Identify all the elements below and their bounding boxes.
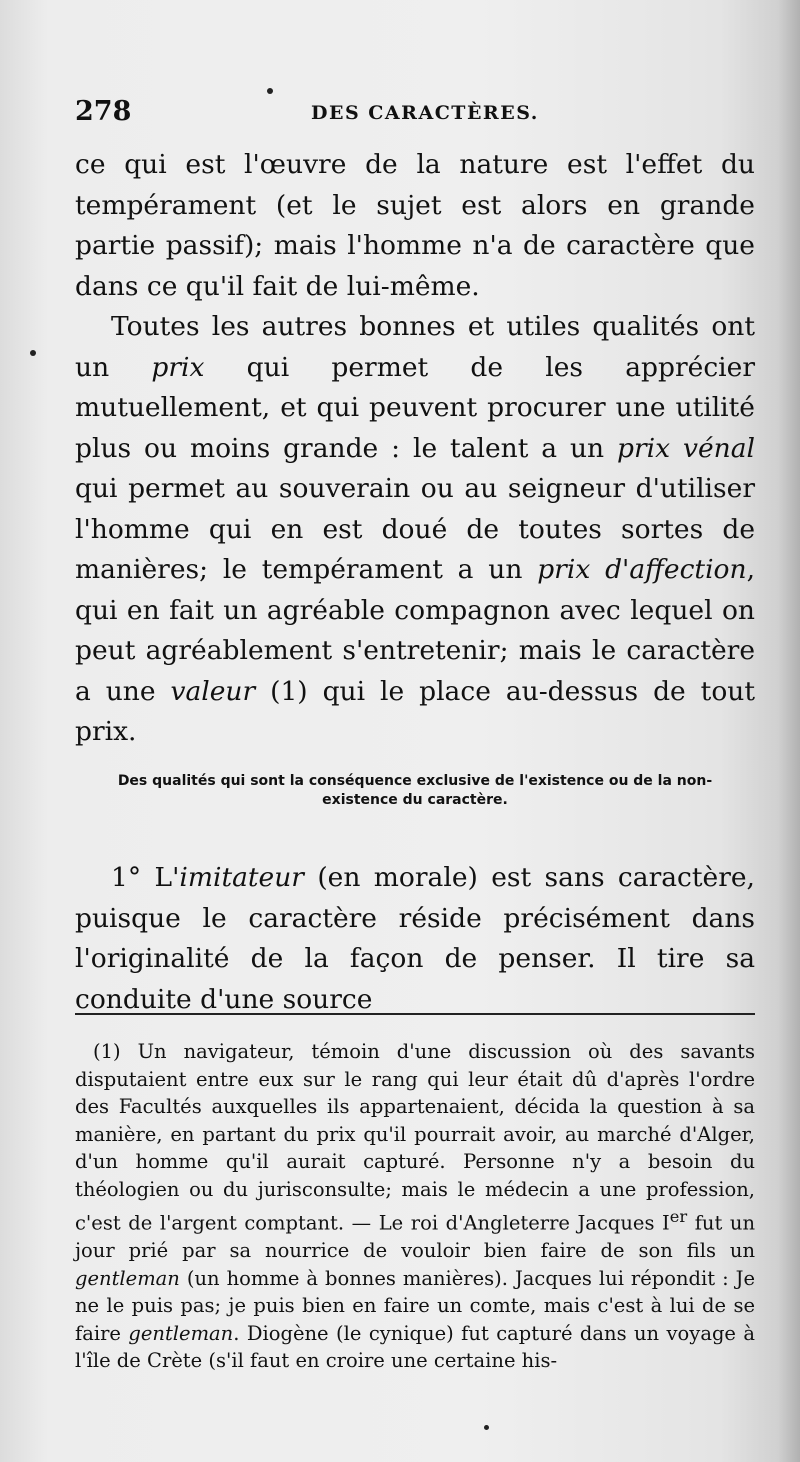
emphasis-gentleman: gentleman [128,1321,234,1345]
paragraph-2-text: (1) qui le place au-dessus de tout prix. [75,675,755,747]
emphasis-prix: prix [151,351,205,383]
main-text-continued [75,858,755,1020]
footnote-paragraph [75,1038,755,1375]
footnote-text: (1) Un navigateur, témoin d'une discussion où des savants disputaient entre eux sur le rang qui leur était dû d'après l'ordre des Facultés auxquelles ils appartenaient, décida la question à sa manière, en partant du prix qu'il pourrait avoir, au marché d'Alger, d'un homme qu'il aurait capturé. Personne n'y a besoin du théologien ou du jurisconsulte; mais le médecin a une profession, c'est de l'argent comptant. — Le roi d'Angleterre Jacques I [75,1040,755,1235]
paragraph-1-text: ce qui est l'œuvre de la nature est l'effet du tempérament (et le sujet est alors en grande partie passif); mais l'homme n'a de caractère que dans ce qu'il fait de lui-même. [75,149,755,302]
emphasis-imitateur: imitateur [179,862,304,893]
page-edge-shadow [778,0,800,1462]
paragraph-1 [75,145,755,307]
paragraph-3 [75,858,755,1020]
main-text [75,145,755,753]
emphasis-prix-affection: prix d'affection [537,554,747,585]
ink-speck [484,1425,489,1430]
emphasis-valeur: valeur [170,675,256,707]
footnote-divider [75,1013,755,1015]
paragraph-2-text: qui permet au souverain ou au seigneur d'utiliser l'homme qui en est doué de toutes sortes de manières; le tempérament a un [75,473,755,585]
running-head: DES CARACTÈRES. [311,102,539,124]
ink-speck [267,88,273,94]
footnote-text: fut un jour prié par sa nourrice de vouloir bien faire de son fils un [75,1211,755,1262]
paragraph-2-text: Toutes les autres bonnes et utiles qualités ont un [75,311,755,383]
paragraph-2 [75,307,755,753]
paragraph-3-text: 1° L' [111,862,180,893]
footnote-text: . Diogène (le cynique) fut capturé dans un voyage à l'île de Crète (s'il faut en croire une certaine his- [75,1321,756,1372]
emphasis-prix-venal: prix vénal [617,432,755,464]
page-number: 278 [75,96,132,127]
paragraph-2-text: qui permet de les apprécier mutuellement, et qui peuvent procurer une utilité plus ou moins grande : le talent a un [75,351,756,464]
superscript: er [669,1207,688,1226]
paragraph-3-text: (en morale) est sans caractère, puisque le caractère réside précisément dans l'originalité de la façon de penser. Il tire sa conduite d'une source [75,862,755,1015]
emphasis-gentleman: gentleman [75,1266,180,1290]
footnote [75,1038,755,1375]
paragraph-2-text: , qui en fait un agréable compagnon avec lequel on peut agréablement s'entretenir; mais le caractère a une [75,554,755,707]
ink-speck [30,350,36,356]
page-header [75,96,755,136]
section-heading: Des qualités qui sont la conséquence exclusive de l'existence ou de la non-existence du caractère. [117,773,713,808]
footnote-text: (un homme à bonnes manières). Jacques lui répondit : Je ne le puis pas; je puis bien en faire un comte, mais c'est à lui de se faire [75,1266,755,1345]
